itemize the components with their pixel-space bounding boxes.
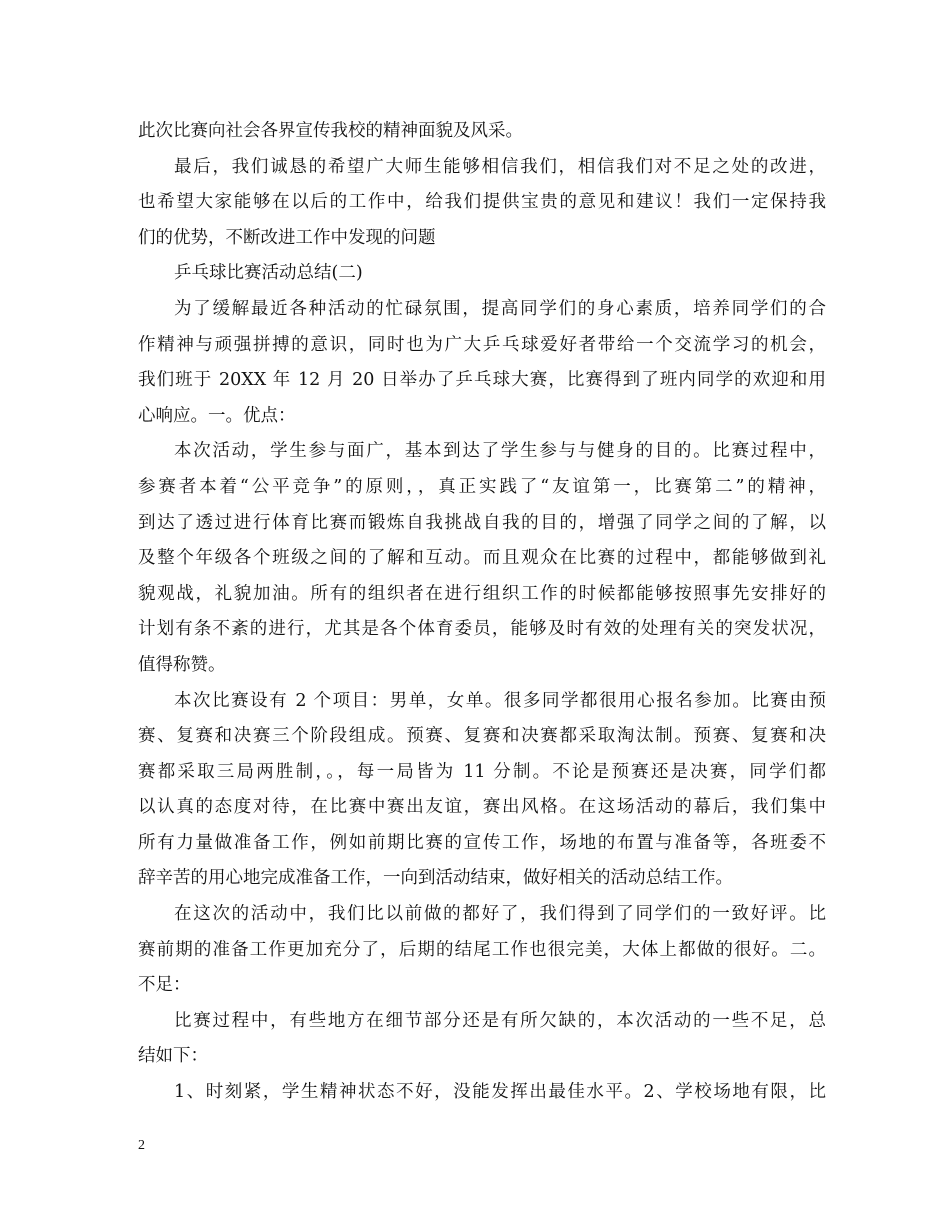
text-line: 乒乓球比赛活动总结(二) [174, 263, 363, 284]
page-number: 2 [138, 1138, 145, 1153]
text-line: 本次活动，学生参与面广，基本到达了学生参与与健身的目的。比赛过程中， [174, 441, 826, 462]
text-line: 我们班于 20XX 年 12 月 20 日举办了乒乓球大赛，比赛得到了班内同学的欢迎和用 [138, 370, 826, 391]
text-line: 赛前期的准备工作更加充分了，后期的结尾工作也很完美，大体上都做的很好。二。 [138, 939, 826, 960]
text-line: 结如下： [138, 1046, 208, 1067]
text-line: 及整个年级各个班级之间的了解和互动。而且观众在比赛的过程中，都能够做到礼 [138, 548, 826, 569]
text-line: 1、时刻紧，学生精神状态不好，没能发挥出最佳水平。2、学校场地有限，比 [174, 1082, 826, 1103]
paragraph [138, 897, 826, 1004]
text-line: 作精神与顽强拼搏的意识，同时也为广大乒乓球爱好者带给一个交流学习的机会， [138, 334, 826, 355]
paragraph [138, 256, 826, 292]
text-line: 辞辛苦的用心地完成准备工作，一向到活动结束，做好相关的活动总结工作。 [138, 868, 733, 889]
text-line: 们的优势，不断改进工作中发现的问题 [138, 227, 436, 248]
paragraph [138, 292, 826, 434]
text-line: 此次比赛向社会各界宣传我校的精神面貌及风采。 [138, 121, 523, 141]
text-line: 以认真的态度对待，在比赛中赛出友谊，赛出风格。在这场活动的幕后，我们集中 [138, 797, 826, 818]
text-line: 最后，我们诚恳的希望广大师生能够相信我们，相信我们对不足之处的改进， [174, 156, 826, 177]
text-line: 比赛过程中，有些地方在细节部分还是有所欠缺的，本次活动的一些不足，总 [174, 1010, 826, 1031]
text-line: 心响应。一。优点： [138, 405, 296, 426]
paragraph [138, 684, 826, 898]
paragraph [138, 1075, 826, 1111]
text-line: 计划有条不紊的进行，尤其是各个体育委员，能够及时有效的处理有关的突发状况， [138, 619, 826, 640]
text-line: 参赛者本着“公平竞争”的原则，，真正实践了“友谊第一，比赛第二”的精神， [138, 476, 826, 497]
text-line: 不足： [138, 975, 191, 996]
paragraph [138, 150, 826, 257]
text-line: 到达了透过进行体育比赛而锻炼自我挑战自我的目的，增强了同学之间的了解，以 [138, 512, 826, 533]
text-line: 本次比赛设有 2 个项目：男单，女单。很多同学都很用心报名参加。比赛由预 [174, 690, 826, 711]
paragraph [138, 1004, 826, 1075]
text-line: 值得称赞。 [138, 654, 226, 675]
text-line: 赛都采取三局两胜制，。，每一局皆为 11 分制。不论是预赛还是决赛，同学们都 [138, 761, 826, 782]
paragraph [138, 434, 826, 683]
document-body [138, 114, 826, 1111]
paragraph [138, 114, 826, 150]
text-line: 赛、复赛和决赛三个阶段组成。预赛、复赛和决赛都采取淘汰制。预赛、复赛和决 [138, 726, 826, 747]
text-line: 在这次的活动中，我们比以前做的都好了，我们得到了同学们的一致好评。比 [174, 904, 826, 925]
text-line: 为了缓解最近各种活动的忙碌氛围，提高同学们的身心素质，培养同学们的合 [174, 298, 826, 319]
text-line: 所有力量做准备工作，例如前期比赛的宣传工作，场地的布置与准备等，各班委不 [138, 832, 826, 853]
text-line: 貌观战，礼貌加油。所有的组织者在进行组织工作的时候都能够按照事先安排好的 [138, 583, 826, 604]
text-line: 也希望大家能够在以后的工作中，给我们提供宝贵的意见和建议！我们一定保持我 [138, 192, 826, 213]
